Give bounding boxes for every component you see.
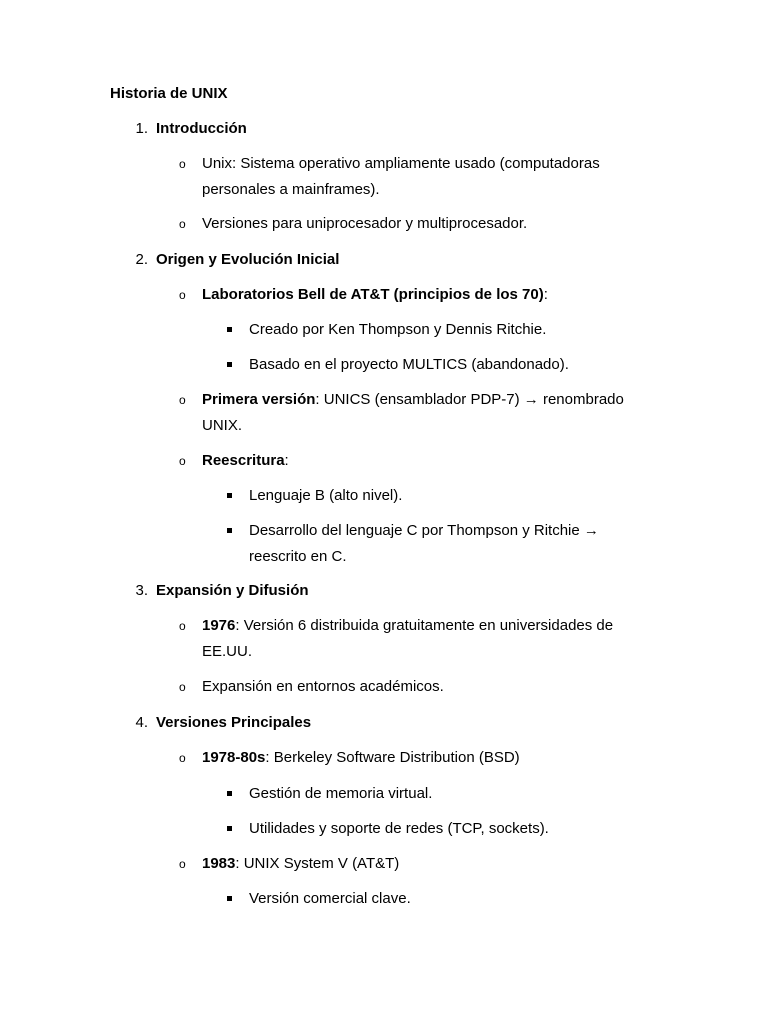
square-bullet-icon — [227, 896, 232, 901]
sub-list-item-text: Utilidades y soporte de redes (TCP, sockets). — [249, 820, 549, 837]
section-number: 4. — [135, 714, 148, 731]
section-number: 1. — [135, 120, 148, 137]
circle-bullet-icon: o — [179, 619, 186, 633]
sub-list-item-text: Gestión de memoria virtual. — [249, 785, 433, 802]
list-item-text: Primera versión: UNICS (ensamblador PDP-7) → renombrado UNIX. — [202, 391, 624, 434]
section-heading: Versiones Principales — [156, 714, 312, 731]
square-bullet-icon — [227, 826, 232, 831]
square-bullet-icon — [227, 327, 232, 332]
square-bullet-icon — [227, 493, 232, 498]
sub-list-item-text: Versión comercial clave. — [249, 890, 411, 907]
section-heading: Expansión y Difusión — [156, 582, 309, 599]
square-bullet-icon — [227, 362, 232, 367]
list-item-text: 1978-80s: Berkeley Software Distribution (BSD) — [202, 749, 520, 766]
sub-list-item-text: Creado por Ken Thompson y Dennis Ritchie. — [249, 321, 547, 338]
list-item-text: 1983: UNIX System V (AT&T) — [202, 855, 400, 872]
section-heading: Origen y Evolución Inicial — [156, 251, 340, 268]
list-item-text: 1976: Versión 6 distribuida gratuitamente en universidades de EE.UU. — [202, 617, 614, 660]
list-item-text: Laboratorios Bell de AT&T (principios de los 70): — [202, 286, 548, 303]
sub-list-item-text: Basado en el proyecto MULTICS (abandonado). — [249, 356, 569, 373]
circle-bullet-icon: o — [179, 157, 186, 171]
list-item-text: Unix: Sistema operativo ampliamente usado (computadoras personales a mainframes). — [202, 155, 600, 198]
circle-bullet-icon: o — [179, 217, 186, 231]
circle-bullet-icon: o — [179, 393, 186, 407]
section-heading: Introducción — [156, 120, 247, 137]
section-number: 2. — [135, 251, 148, 268]
square-bullet-icon — [227, 791, 232, 796]
section-number: 3. — [135, 582, 148, 599]
sub-list-item-text: Desarrollo del lenguaje C por Thompson y Ritchie → reescrito en C. — [249, 522, 599, 565]
sub-list-item-text: Lenguaje B (alto nivel). — [249, 487, 403, 504]
square-bullet-icon — [227, 528, 232, 533]
list-item-text: Versiones para uniprocesador y multiprocesador. — [202, 215, 528, 232]
list-item-text: Reescritura: — [202, 452, 289, 469]
circle-bullet-icon: o — [179, 857, 186, 871]
circle-bullet-icon: o — [179, 680, 186, 694]
list-item-text: Expansión en entornos académicos. — [202, 678, 444, 695]
circle-bullet-icon: o — [179, 454, 186, 468]
circle-bullet-icon: o — [179, 288, 186, 302]
circle-bullet-icon: o — [179, 751, 186, 765]
document-title: Historia de UNIX — [110, 85, 228, 102]
